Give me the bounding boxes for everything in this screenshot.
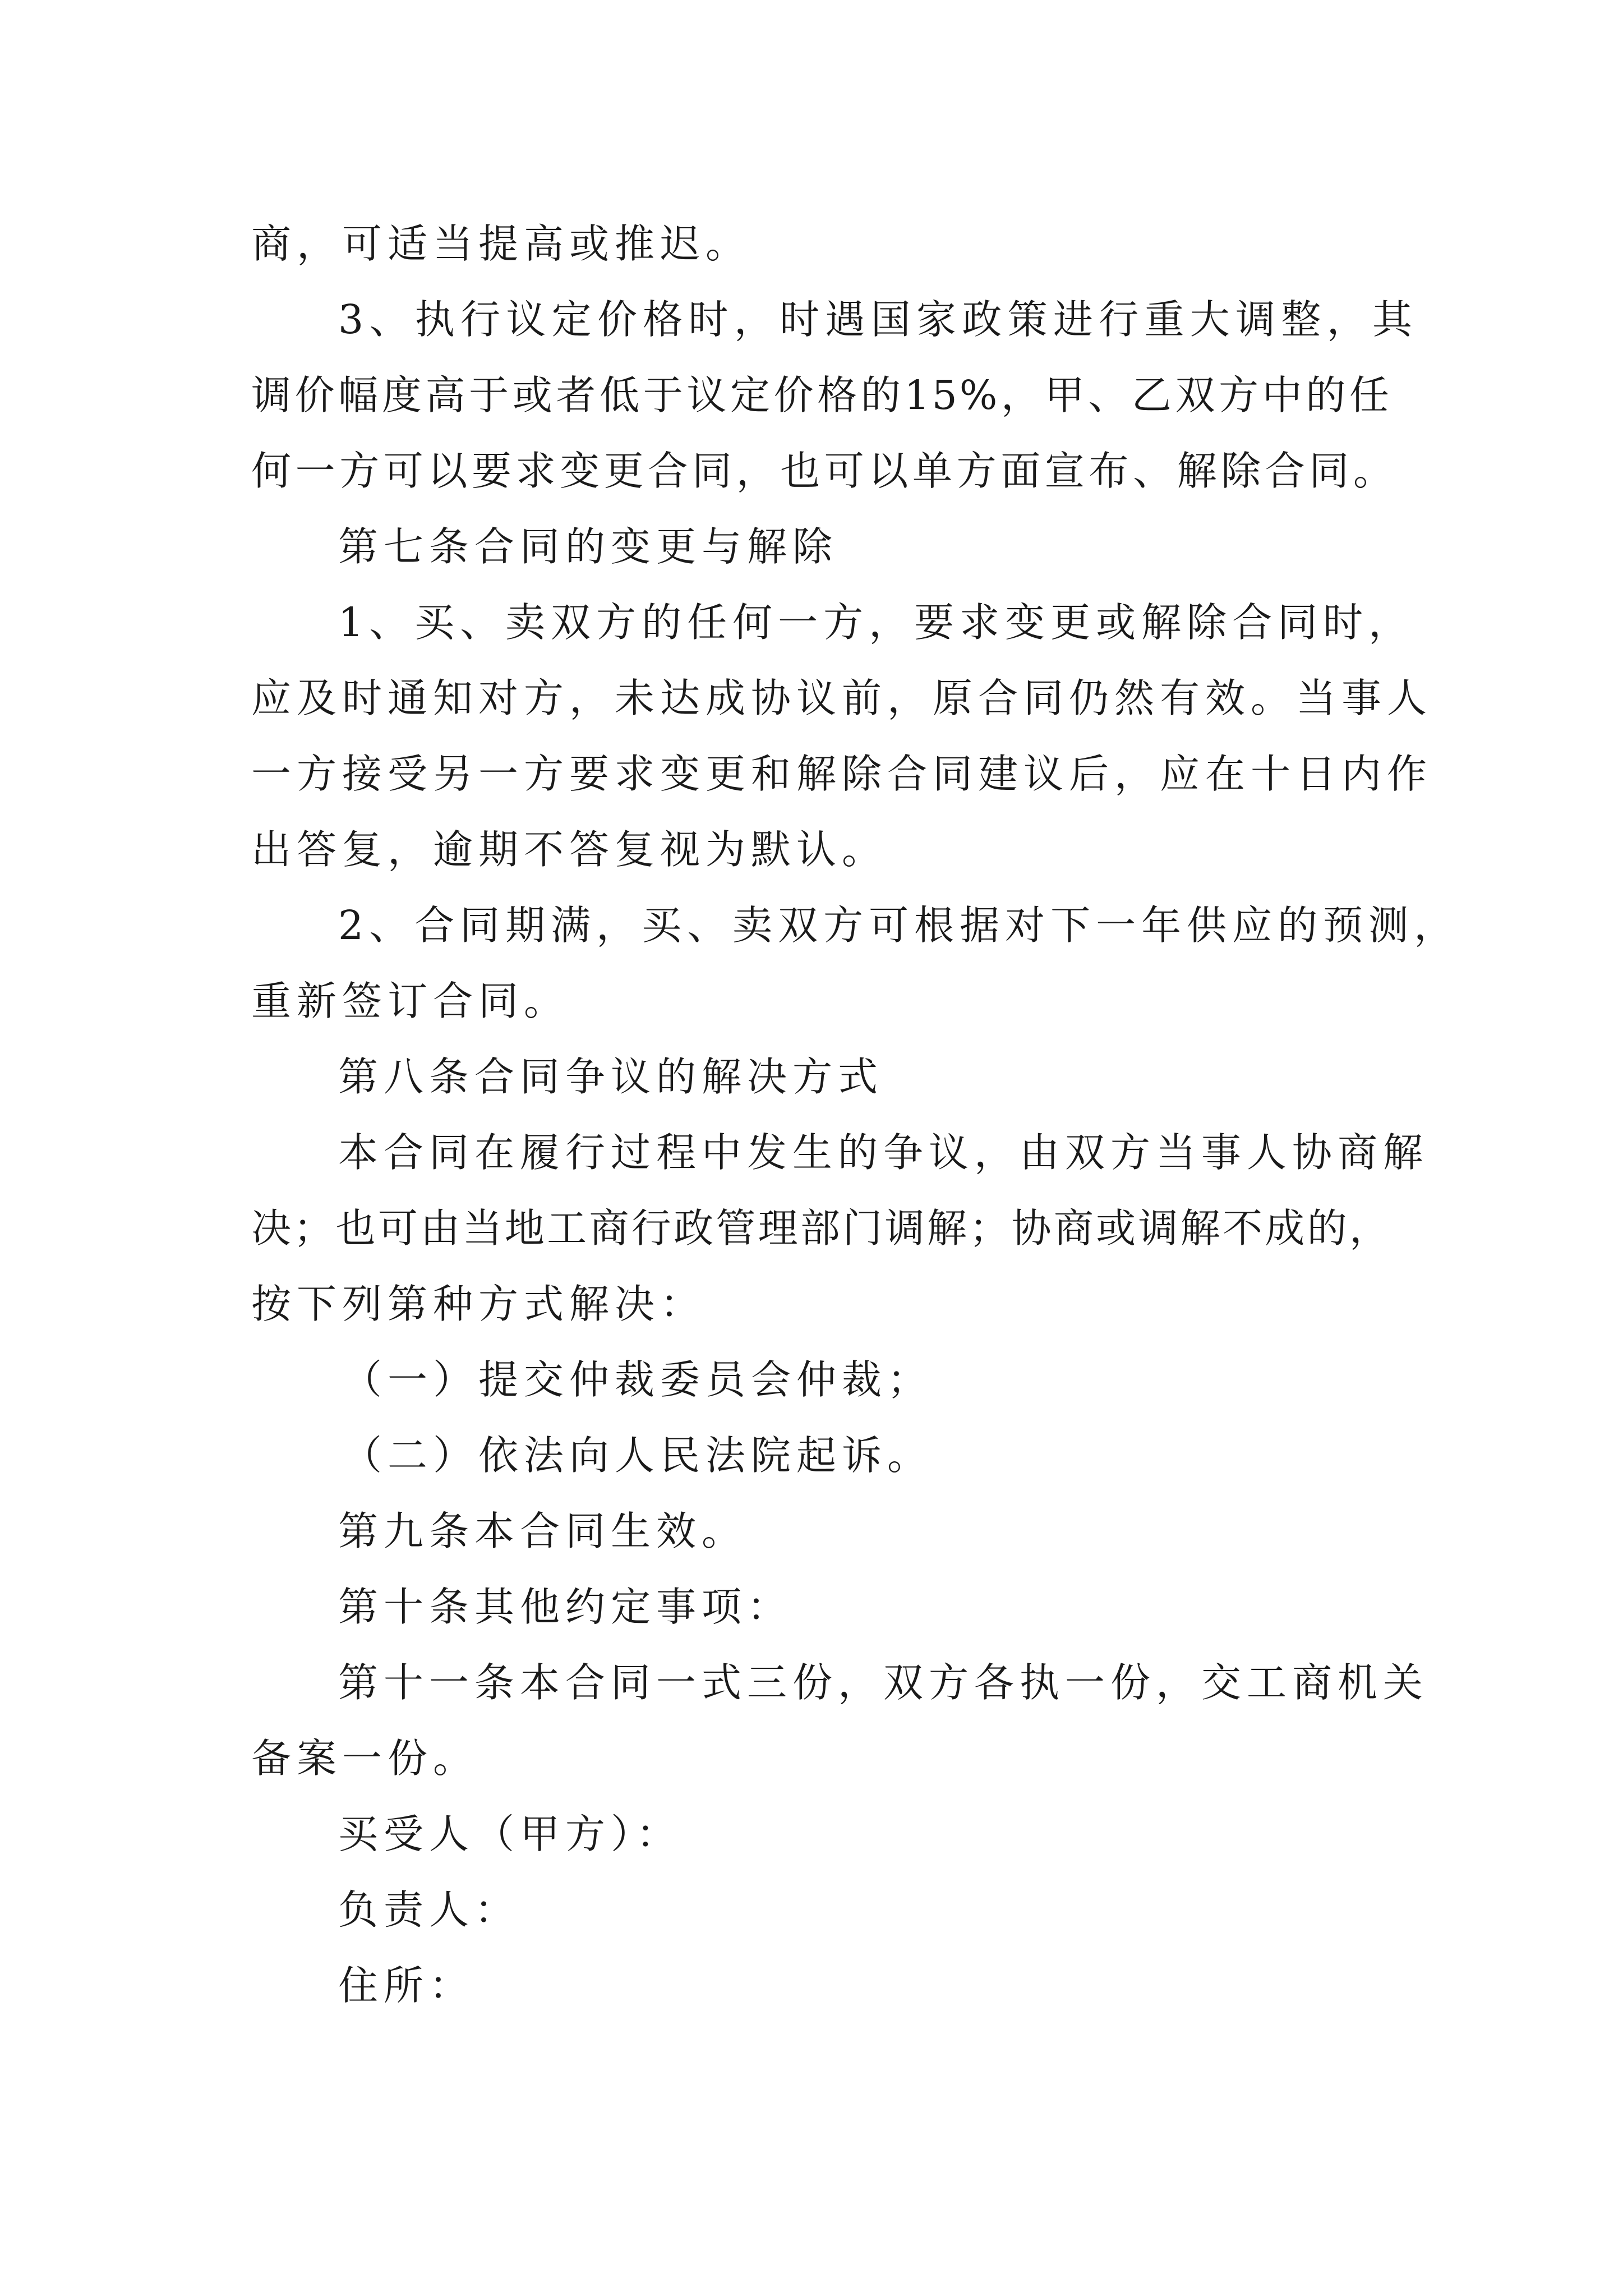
text-line: 第十一条本合同一式三份，双方各执一份，交工商机关 (338, 1659, 1429, 1706)
list-item: （二）依法向人民法院起诉。 (342, 1432, 933, 1479)
text-line: 调价幅度高于或者低于议定价格的15%，甲、乙双方中的任 (251, 372, 1391, 418)
text-line: 1、买、卖双方的任何一方，要求变更或解除合同时， (338, 599, 1414, 646)
text-line: 3、执行议定价格时，时遇国家政策进行重大调整，其 (338, 296, 1418, 343)
text-line: 备案一份。 (251, 1735, 479, 1782)
section-heading: 第十条其他约定事项： (338, 1584, 793, 1630)
text-line: 2、合同期满，买、卖双方可根据对下一年供应的预测， (338, 902, 1460, 949)
text-line: 重新签订合同。 (251, 978, 570, 1024)
text-line: 决；也可由当地工商行政管理部门调解；协商或调解不成的， (251, 1205, 1391, 1251)
text-line: 按下列第种方式解决： (251, 1281, 706, 1327)
signature-label-address: 住所： (338, 1962, 475, 2009)
text-line: 一方接受另一方要求变更和解除合同建议后，应在十日内作 (251, 751, 1433, 797)
section-heading: 第八条合同争议的解决方式 (338, 1053, 884, 1100)
text-line: 本合同在履行过程中发生的争议，由双方当事人协商解 (338, 1129, 1429, 1176)
text-line: 出答复，逾期不答复视为默认。 (251, 826, 888, 873)
section-heading: 第九条本合同生效。 (338, 1508, 748, 1554)
text-line: 何一方可以要求变更合同，也可以单方面宣布、解除合同。 (251, 448, 1395, 494)
signature-label-buyer: 买受人（甲方）： (338, 1811, 682, 1857)
signature-label-responsible-person: 负责人： (338, 1887, 520, 1933)
text-line: 商，可适当提高或推迟。 (251, 220, 751, 267)
text-line: 应及时通知对方，未达成协议前，原合同仍然有效。当事人 (251, 675, 1433, 721)
list-item: （一）提交仲裁委员会仲裁； (342, 1356, 933, 1403)
section-heading: 第七条合同的变更与解除 (338, 523, 838, 570)
